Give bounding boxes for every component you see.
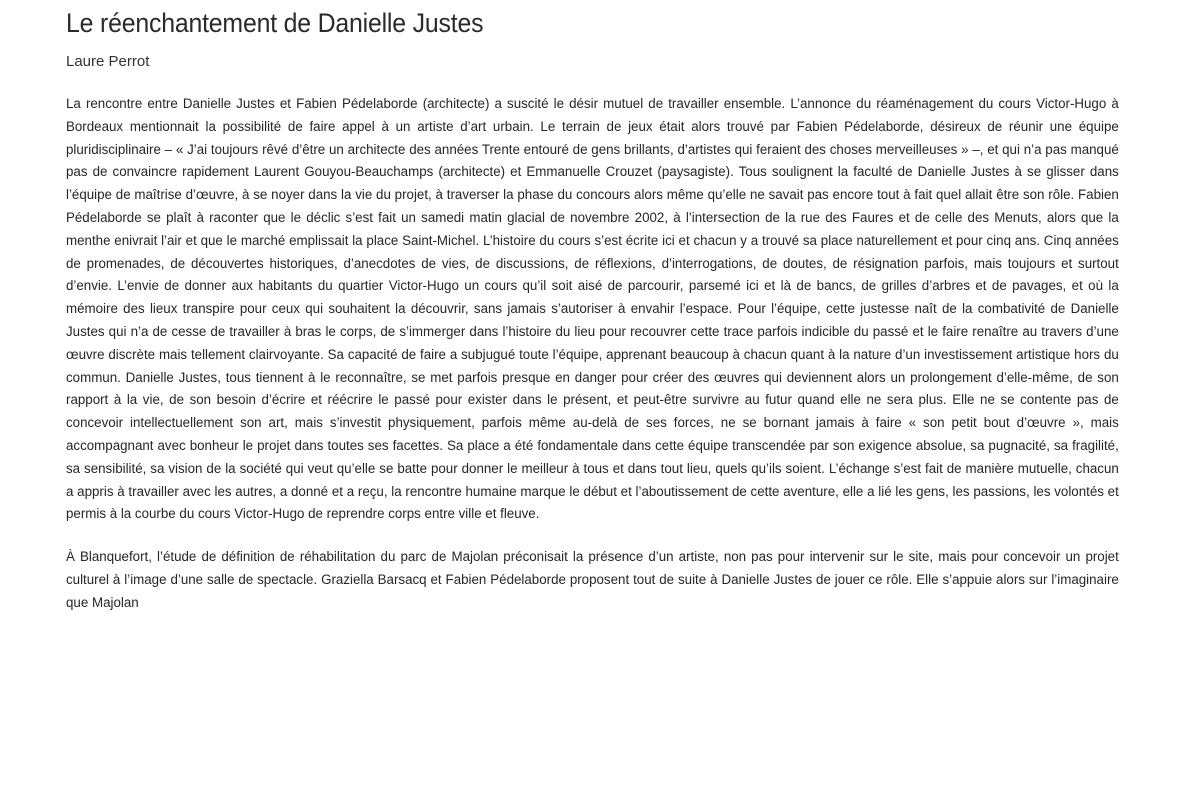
article-title: Le réenchantement de Danielle Justes [66, 8, 484, 38]
article-body [66, 93, 1119, 615]
body-paragraph-2: À Blanquefort, l’étude de définition de réhabilitation du parc de Majolan préconisait la présence d’un artiste, non pas pour intervenir sur le site, mais pour concevoir un projet culturel à l’image d’une salle de spectacle. Graziella Barsacq et Fabien Pédelaborde proposent tout de suite à Danielle Justes de jouer ce rôle. Elle s’appuie alors sur l’imaginaire que Majolan [66, 549, 1119, 611]
body-paragraph-1: La rencontre entre Danielle Justes et Fabien Pédelaborde (architecte) a suscité le désir mutuel de travailler ensemble. L’annonce du réaménagement du cours Victor-Hugo à Bordeaux mentionnait la possibilité de faire appel à un artiste d’art urbain. Le terrain de jeux était alors trouvé par Fabien Pédelaborde, désireux de réunir une équipe pluridisciplinaire – « J’ai toujours rêvé d’être un architecte des années Trente entouré de gens brillants, d’artistes qui feraient des choses merveilleuses » –, et qui n’a pas manqué pas de convaincre rapidement Laurent Gouyou-Beauchamps (architecte) et Emmanuelle Crouzet (paysagiste). Tous soulignent la faculté de Danielle Justes à se glisser dans l’équipe de maîtrise d’œuvre, à se noyer dans la vie du projet, à traverser la phase du concours alors même qu’elle ne savait pas encore tout à fait quel allait être son rôle. Fabien Pédelaborde se plaît à raconter que le déclic s’est fait un samedi matin glacial de novembre 2002, à l’intersection de la rue des Faures et de celle des Menuts, alors que la menthe enivrait l’air et que le marché emplissait la place Saint-Michel. L’histoire du cours s’est écrite ici et chacun y a trouvé sa place naturellement et pour cinq ans. Cinq années de promenades, de découvertes historiques, d’anecdotes de vies, de discussions, de réflexions, d’interrogations, de doutes, de résignation parfois, mais toujours et surtout d’envie. L’envie de donner aux habitants du quartier Victor-Hugo un cours qu’il soit aisé de parcourir, parsemé ici et là de bancs, de grilles d’arbres et de pavages, et où la mémoire des lieux transpire pour ceux qui souhaitent la découvrir, sans jamais s’autoriser à envahir l’espace. Pour l’équipe, cette justesse naît de la combativité de Danielle Justes qui n’a de cesse de travailler à bras le corps, de s’immerger dans l’histoire du lieu pour recouvrer cette trace parfois indicible du passé et le faire renaître au travers d’une œuvre discrète mais tellement clairvoyante. Sa capacité de faire a subjugué toute l’équipe, apprenant beaucoup à chacun quant à la nature d’un investissement artistique hors du commun. Danielle Justes, tous tiennent à le reconnaître, se met parfois presque en danger pour créer des œuvres qui deviennent alors un prolongement d’elle-même, de son rapport à la vie, de son besoin d’écrire et réécrire le passé pour exister dans le présent, et peut-être survivre au futur quand elle ne sera plus. Elle ne se contente pas de concevoir intellectuellement son art, mais s’investit physiquement, parfois même au-delà de ses forces, ne se bornant jamais à faire « son petit bout d’œuvre », mais accompagnant avec bonheur le projet dans toutes ses facettes. Sa place a été fondamentale dans cette équipe transcendée par son exigence absolue, sa pugnacité, sa fragilité, sa sensibilité, sa vision de la société qui veut qu’elle se batte pour donner le meilleur à tous et dans tout lieu, quels qu’ils soient. L’échange s’est fait de manière mutuelle, chacun a appris à travailler avec les autres, a donné et a reçu, la rencontre humaine marque le début et l’aboutissement de cette aventure, elle a lié les gens, les passions, les volontés et permis à la courbe du cours Victor-Hugo de reprendre corps entre ville et fleuve. [66, 96, 1119, 523]
article-author: Laure Perrot [66, 53, 150, 70]
